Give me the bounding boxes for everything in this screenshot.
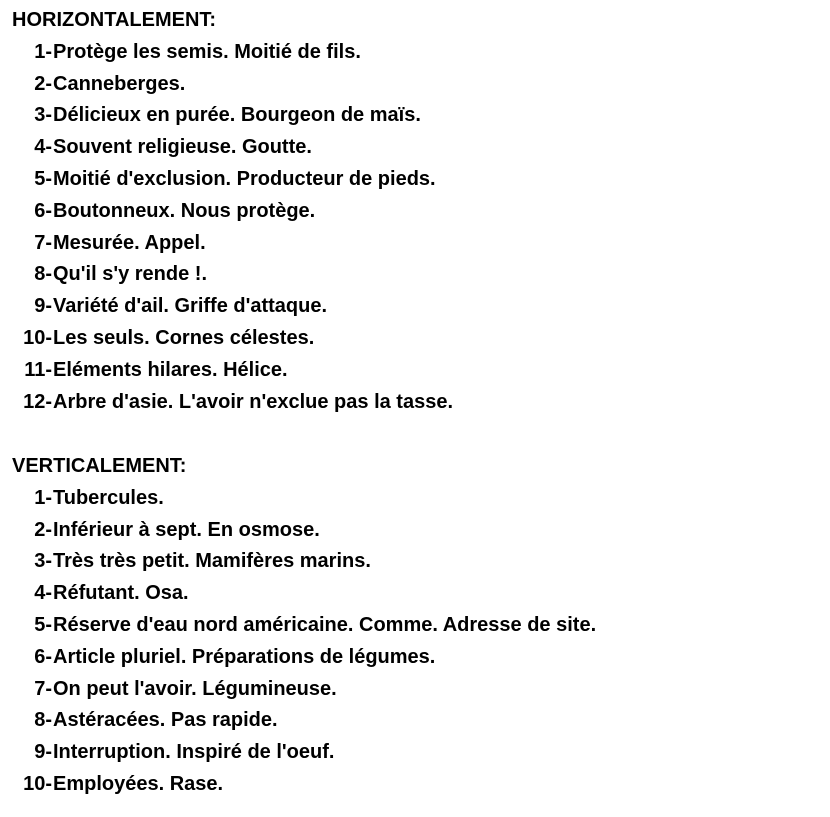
horizontal-clue — [12, 323, 453, 355]
clue-text: Eléments hilares. Hélice. — [53, 358, 288, 381]
horizontal-section — [12, 5, 453, 418]
clue-number: 9- — [34, 295, 52, 318]
horizontal-clue — [12, 387, 453, 419]
clue-number: 5- — [34, 613, 52, 636]
horizontal-clue — [12, 355, 453, 387]
clue-number: 6- — [34, 645, 52, 668]
vertical-clue — [12, 578, 596, 610]
clue-text: Moitié d'exclusion. Producteur de pieds. — [53, 167, 436, 190]
clue-text: Mesurée. Appel. — [53, 231, 206, 254]
clue-text: Réserve d'eau nord américaine. Comme. Adresse de site. — [53, 613, 597, 636]
clue-text: Qu'il s'y rende !. — [53, 263, 207, 286]
clue-text: Article pluriel. Préparations de légumes. — [53, 645, 436, 668]
horizontal-clue — [12, 37, 453, 69]
vertical-title: VERTICALEMENT: — [12, 455, 187, 477]
vertical-clue — [12, 737, 596, 769]
clue-text: Très très petit. Mamifères marins. — [53, 550, 371, 573]
vertical-clue — [12, 674, 596, 706]
vertical-clue-list — [12, 483, 596, 801]
clue-text: Boutonneux. Nous protège. — [53, 199, 316, 222]
horizontal-clue — [12, 69, 453, 101]
clue-number: 2- — [34, 518, 52, 541]
clue-text: Canneberges. — [53, 72, 186, 95]
clue-number: 10- — [23, 326, 52, 349]
horizontal-title: HORIZONTALEMENT: — [12, 9, 217, 31]
clue-text: Employées. Rase. — [53, 772, 224, 795]
vertical-clue — [12, 515, 596, 547]
clue-number: 4- — [34, 582, 52, 605]
clue-number: 5- — [34, 167, 52, 190]
vertical-clue — [12, 483, 596, 515]
clue-number: 4- — [34, 136, 52, 159]
horizontal-clue — [12, 132, 453, 164]
clue-text: Protège les semis. Moitié de fils. — [53, 40, 361, 63]
clue-number: 8- — [34, 709, 52, 732]
clue-text: Inférieur à sept. En osmose. — [53, 518, 320, 541]
clue-number: 3- — [34, 104, 52, 127]
clue-number: 9- — [34, 741, 52, 764]
vertical-clue — [12, 546, 596, 578]
horizontal-clue — [12, 164, 453, 196]
clue-number: 12- — [23, 390, 52, 413]
clue-text: Astéracées. Pas rapide. — [53, 709, 278, 732]
clue-text: Souvent religieuse. Goutte. — [53, 136, 312, 159]
clue-number: 8- — [34, 263, 52, 286]
vertical-clue — [12, 705, 596, 737]
horizontal-clue — [12, 228, 453, 260]
clue-number: 7- — [34, 231, 52, 254]
horizontal-clue — [12, 259, 453, 291]
clue-text: Arbre d'asie. L'avoir n'exclue pas la tasse. — [53, 390, 454, 413]
vertical-clue — [12, 642, 596, 674]
vertical-clue — [12, 610, 596, 642]
clue-number: 3- — [34, 550, 52, 573]
clue-number: 10- — [23, 772, 52, 795]
clue-text: Délicieux en purée. Bourgeon de maïs. — [53, 104, 421, 127]
clue-text: Réfutant. Osa. — [53, 582, 189, 605]
clue-number: 2- — [34, 72, 52, 95]
vertical-section — [12, 451, 596, 801]
clue-text: Interruption. Inspiré de l'oeuf. — [53, 741, 335, 764]
clue-number: 11- — [24, 358, 52, 381]
horizontal-clue — [12, 291, 453, 323]
horizontal-clue — [12, 100, 453, 132]
clue-number: 1- — [34, 40, 52, 63]
clue-text: On peut l'avoir. Légumineuse. — [53, 677, 337, 700]
clue-number: 1- — [34, 486, 52, 509]
clue-text: Variété d'ail. Griffe d'attaque. — [53, 295, 328, 318]
clue-number: 6- — [34, 199, 52, 222]
clue-text: Les seuls. Cornes célestes. — [53, 326, 315, 349]
horizontal-clue-list — [12, 37, 453, 419]
horizontal-clue — [12, 196, 453, 228]
vertical-clue — [12, 769, 596, 801]
clue-text: Tubercules. — [53, 486, 164, 509]
clue-number: 7- — [34, 677, 52, 700]
